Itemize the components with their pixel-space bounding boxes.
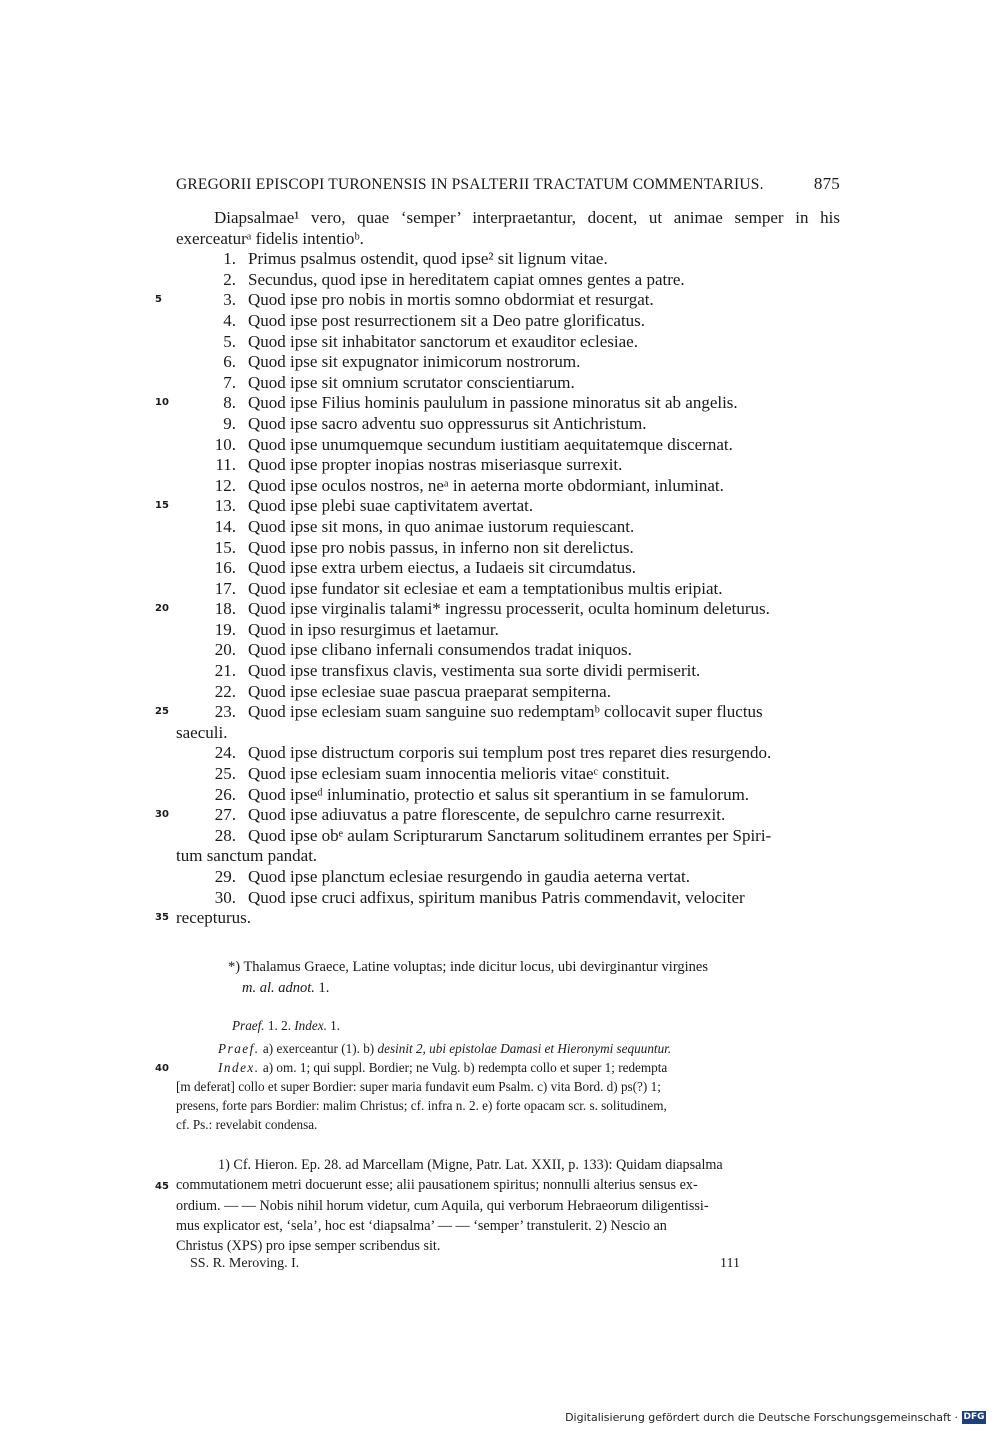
- note-line-1: 1) Cf. Hieron. Ep. 28. ad Marcellam (Migne, Patr. Lat. XXII, p. 133): Quidam diapsalma: [218, 1157, 723, 1173]
- list-item: [176, 332, 840, 353]
- list-item: [176, 455, 840, 476]
- line-number: 10: [155, 397, 169, 409]
- list-item: [155, 393, 840, 414]
- apparatus-praef: Praef. a) exerceantur (1). b) desinit 2, ubi epistolae Damasi et Hieronymi sequuntur.: [218, 1041, 672, 1056]
- continuation-text: recepturus.: [176, 908, 252, 928]
- item-text: Quod ipse eclesiam suam innocentia melioris vitaeᶜ constituit.: [248, 764, 670, 784]
- item-text: Quod ipse eclesiam suam sanguine suo redemptamᵇ collocavit super fluctus: [248, 702, 763, 722]
- item-continuation: [176, 723, 840, 744]
- list-item: [176, 249, 840, 270]
- chapter-list: [155, 249, 840, 929]
- line-number: 30: [155, 809, 169, 821]
- item-number: 22.: [214, 681, 236, 701]
- item-text: Quod ipse sit mons, in quo animae iustorum requiescant.: [248, 516, 635, 536]
- item-number: 23.: [214, 702, 236, 722]
- continuation-text: tum sanctum pandat.: [176, 846, 318, 866]
- list-item: [176, 785, 840, 806]
- list-item: [176, 579, 840, 600]
- critical-apparatus: [155, 1016, 840, 1134]
- list-item: [155, 496, 840, 517]
- note-line-4: mus explicator est, ‘sela’, hoc est ‘diapsalma’ — — ‘semper’ transtulerit. 2) Nescio an: [176, 1217, 667, 1234]
- note-line-2: 45 commutationem metri docuerunt esse; alii pausationem spiritus; nonnulli alterius sensus ex-: [155, 1177, 698, 1194]
- list-item: [176, 558, 840, 579]
- item-text: Quod ipse fundator sit eclesiae et eam a temptationibus multis eripiat.: [248, 578, 723, 598]
- list-item: [176, 476, 840, 497]
- intro-line-1: Diapsalmae¹ vero, quae ‘semper’ interpraetantur, docent, ut animae semper in his: [214, 208, 840, 227]
- item-number: 1.: [223, 249, 236, 269]
- item-number: 18.: [214, 599, 236, 619]
- line-number: 20: [155, 603, 169, 615]
- item-number: 12.: [214, 475, 236, 495]
- list-item: [176, 373, 840, 394]
- item-number: 30.: [214, 887, 236, 907]
- item-text: Quod ipse planctum eclesiae resurgendo in gaudia aeterna vertat.: [248, 867, 690, 886]
- digitization-credit: [565, 1411, 986, 1424]
- list-item: [176, 414, 840, 435]
- item-text: Quod ipse unumquemque secundum iustitiam aequitatemque discernat.: [248, 434, 733, 454]
- credit-text: Digitalisierung gefördert durch die Deutsche Forschungsgemeinschaft ·: [565, 1411, 958, 1424]
- item-text: Quod ipse distructum corporis sui templum post tres reparet dies resurgendo.: [248, 743, 772, 763]
- item-text: Quod ipse cruci adfixus, spiritum manibus Patris commendavit, velociter: [248, 887, 745, 907]
- list-item: [176, 620, 840, 641]
- footnotes: [155, 1155, 840, 1256]
- item-text: Quod ipse sit expugnator inimicorum nostrorum.: [248, 352, 581, 372]
- item-text: Quod ipse plebi suae captivitatem avertat.: [248, 496, 534, 516]
- list-item: [155, 805, 840, 826]
- item-text: Quod ipse sit omnium scrutator conscientiarum.: [248, 372, 575, 392]
- item-text: Quod ipse pro nobis passus, in inferno non sit derelictus.: [248, 537, 634, 557]
- item-text: Quod ipse propter inopias nostras miseriasque surrexit.: [248, 455, 623, 475]
- item-number: 8.: [223, 393, 236, 413]
- list-item: [176, 867, 840, 888]
- item-text: Quod ipse transfixus clavis, vestimenta sua sorte dividi permiserit.: [248, 661, 701, 681]
- item-number: 4.: [223, 310, 236, 330]
- list-item: [176, 682, 840, 703]
- line-number: 35: [155, 912, 169, 924]
- item-number: 6.: [223, 352, 236, 372]
- item-number: 7.: [223, 372, 236, 392]
- line-number: 25: [155, 706, 169, 718]
- item-number: 20.: [214, 640, 236, 660]
- list-item: [155, 290, 840, 311]
- item-text: Quod ipse oculos nostros, neᵃ in aeterna morte obdormiant, inluminat.: [248, 475, 724, 495]
- apparatus-index-line-3: presens, forte pars Bordier: malim Christus; cf. infra n. 2. e) forte opacam scr. s. solitudinem,: [176, 1098, 667, 1113]
- item-number: 3.: [223, 290, 236, 310]
- item-number: 5.: [223, 331, 236, 351]
- list-item: [176, 743, 840, 764]
- item-text: Quod ipse pro nobis in mortis somno obdormiat et resurgat.: [248, 290, 654, 310]
- item-number: 26.: [214, 784, 236, 804]
- list-item: [176, 435, 840, 456]
- running-head: [176, 174, 840, 194]
- list-item: [176, 888, 840, 909]
- list-item: [176, 352, 840, 373]
- item-number: 13.: [214, 496, 236, 516]
- line-number: 5: [155, 294, 162, 306]
- signature-text: SS. R. Meroving. I.: [190, 1256, 300, 1271]
- item-number: 2.: [223, 269, 236, 289]
- item-text: Quod ipse virginalis talami* ingressu processerit, oculta hominum deleturus.: [248, 599, 770, 619]
- item-text: Quod ipse extra urbem eiectus, a Iudaeis sit circumdatus.: [248, 558, 637, 578]
- item-number: 14.: [214, 516, 236, 536]
- list-item: [176, 661, 840, 682]
- item-number: 19.: [214, 619, 236, 639]
- item-number: 10.: [214, 434, 236, 454]
- item-number: 11.: [215, 455, 236, 475]
- continuation-text: saeculi.: [176, 722, 228, 742]
- item-text: Quod ipse Filius hominis paululum in passione minoratus sit ab angelis.: [248, 393, 738, 413]
- list-item: [176, 826, 840, 847]
- signature-number: 111: [720, 1256, 740, 1271]
- item-number: 28.: [214, 825, 236, 845]
- item-continuation: [155, 908, 840, 929]
- item-number: 9.: [223, 413, 236, 433]
- item-number: 27.: [214, 805, 236, 825]
- item-text: Quod ipse post resurrectionem sit a Deo patre glorificatus.: [248, 310, 646, 330]
- item-text: Quod in ipso resurgimus et laetamur.: [248, 619, 499, 639]
- item-text: Quod ipseᵈ inluminatio, protectio et salus sit sperantium in se famulorum.: [248, 784, 750, 804]
- list-item: [176, 270, 840, 291]
- item-text: Primus psalmus ostendit, quod ipse² sit lignum vitae.: [248, 249, 608, 269]
- list-item: [176, 517, 840, 538]
- note-line-3: ordium. — — Nobis nihil horum videtur, cum Aquila, qui verborum Hebraeorum diligentissi-: [176, 1197, 709, 1214]
- item-number: 16.: [214, 558, 236, 578]
- list-item: [176, 538, 840, 559]
- star-footnote-line-1: *) Thalamus Graece, Latine voluptas; inde dicitur locus, ubi devirginantur virgines: [228, 959, 708, 975]
- page-number: 875: [813, 174, 840, 193]
- item-text: Quod ipse adiuvatus a patre florescente, de sepulchro carne resurrexit.: [248, 805, 726, 825]
- line-number: 15: [155, 500, 169, 512]
- list-item: [176, 764, 840, 785]
- list-item: [155, 702, 840, 723]
- list-item: [176, 311, 840, 332]
- item-continuation: [176, 846, 840, 867]
- item-text: Quod ipse sacro adventu suo oppressurus sit Antichristum.: [248, 413, 647, 433]
- note-line-5: Christus (XPS) pro ipse semper scribendus sit.: [176, 1238, 441, 1255]
- main-text: [155, 208, 840, 929]
- apparatus-index-line-4: cf. Ps.: revelabit condensa.: [176, 1117, 318, 1132]
- item-number: 25.: [214, 764, 236, 784]
- star-footnote-line-2: m. al. adnot. 1.: [242, 980, 330, 996]
- apparatus-index-line-1: 40 Index. a) om. 1; qui suppl. Bordier; ne Vulg. b) redempta collo et super 1; redempta: [155, 1060, 668, 1075]
- apparatus-index-line-2: [m deferat] collo et super Bordier: super maria fundavit eum Psalm. c) vita Bord. d) ps(?) 1;: [176, 1079, 661, 1094]
- item-text: Quod ipse eclesiae suae pascua praeparat sempiterna.: [248, 681, 611, 701]
- list-item: [176, 640, 840, 661]
- item-number: 21.: [214, 661, 236, 681]
- item-number: 29.: [214, 867, 236, 886]
- intro-line-2: exerceaturᵃ fidelis intentioᵇ.: [176, 228, 364, 248]
- star-footnote: [228, 957, 840, 999]
- apparatus-references: Praef. 1. 2. Index. 1.: [232, 1018, 341, 1033]
- list-item: [155, 599, 840, 620]
- signature-line: [190, 1256, 750, 1272]
- item-number: 24.: [214, 743, 236, 763]
- item-text: Quod ipse clibano infernali consumendos tradat iniquos.: [248, 640, 632, 660]
- item-text: Quod ipse sit inhabitator sanctorum et exauditor eclesiae.: [248, 331, 638, 351]
- running-head-title: GREGORII EPISCOPI TURONENSIS IN PSALTERII TRACTATUM COMMENTARIUS.: [176, 176, 764, 193]
- dfg-logo: DFG: [963, 1412, 985, 1422]
- item-text: Secundus, quod ipse in hereditatem capiat omnes gentes a patre.: [248, 269, 685, 289]
- item-text: Quod ipse obᵉ aulam Scripturarum Sanctarum solitudinem errantes per Spiri-: [248, 825, 772, 845]
- item-number: 15.: [214, 537, 236, 557]
- item-number: 17.: [214, 578, 236, 598]
